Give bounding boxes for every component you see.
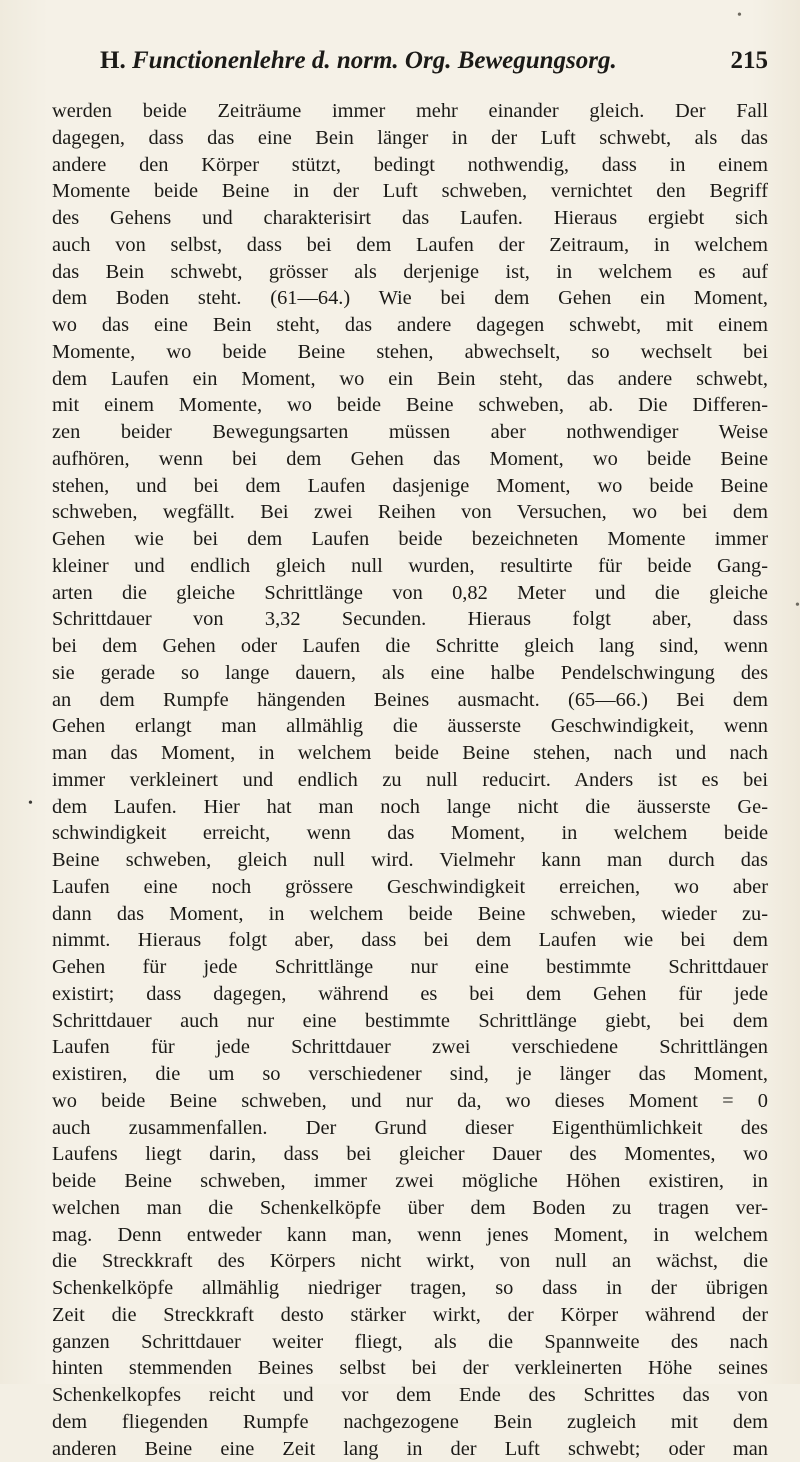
text-line: nimmt. Hieraus folgt aber, dass bei dem Laufen wie bei dem: [52, 927, 768, 954]
text-line: Schrittdauer auch nur eine bestimmte Schrittlänge giebt, bei dem: [52, 1008, 768, 1035]
text-line: man das Moment, in welchem beide Beine stehen, nach und nach: [52, 740, 768, 767]
text-line: das Bein schwebt, grösser als derjenige ist, in welchem es auf: [52, 259, 768, 286]
text-line: schwindigkeit erreicht, wenn das Moment, in welchem beide: [52, 820, 768, 847]
text-line: beide Beine schweben, immer zwei mögliche Höhen existiren, in: [52, 1168, 768, 1195]
text-line: Momente, wo beide Beine stehen, abwechselt, so wechselt bei: [52, 339, 768, 366]
margin-dot-mark: •: [795, 598, 800, 614]
text-line: Momente beide Beine in der Luft schweben, vernichtet den Begriff: [52, 178, 768, 205]
text-line: welchen man die Schenkelköpfe über dem Boden zu tragen ver-: [52, 1195, 768, 1222]
text-line: Zeit die Streckkraft desto stärker wirkt, der Körper während der: [52, 1302, 768, 1329]
text-line: dem Laufen ein Moment, wo ein Bein steht, das andere schwebt,: [52, 366, 768, 393]
text-line: ganzen Schrittdauer weiter fliegt, als die Spannweite des nach: [52, 1329, 768, 1356]
text-line: dann das Moment, in welchem beide Beine schweben, wieder zu-: [52, 901, 768, 928]
text-line: dem Boden steht. (61—64.) Wie bei dem Gehen ein Moment,: [52, 285, 768, 312]
text-line: hinten stemmenden Beines selbst bei der verkleinerten Höhe seines: [52, 1355, 768, 1382]
text-line: auch von selbst, dass bei dem Laufen der Zeitraum, in welchem: [52, 232, 768, 259]
text-line: dagegen, dass das eine Bein länger in der Luft schwebt, als das: [52, 125, 768, 152]
text-line: bei dem Gehen oder Laufen die Schritte gleich lang sind, wenn: [52, 633, 768, 660]
text-line: Beine schweben, gleich null wird. Vielmehr kann man durch das: [52, 847, 768, 874]
text-line: Gehen für jede Schrittlänge nur eine bestimmte Schrittdauer: [52, 954, 768, 981]
text-line: existirt; dass dagegen, während es bei dem Gehen für jede: [52, 981, 768, 1008]
text-line: dem fliegenden Rumpfe nachgezogene Bein zugleich mit dem: [52, 1409, 768, 1436]
text-line: auch zusammenfallen. Der Grund dieser Eigenthümlichkeit des: [52, 1115, 768, 1142]
body-text: [52, 98, 768, 1462]
margin-dot-mark: •: [737, 8, 742, 24]
text-line: stehen, und bei dem Laufen dasjenige Moment, wo beide Beine: [52, 473, 768, 500]
text-line: schweben, wegfällt. Bei zwei Reihen von Versuchen, wo bei dem: [52, 499, 768, 526]
text-line: Laufen für jede Schrittdauer zwei verschiedene Schrittlängen: [52, 1034, 768, 1061]
text-line: wo beide Beine schweben, und nur da, wo dieses Moment = 0: [52, 1088, 768, 1115]
page-number: 215: [731, 47, 769, 75]
text-line: werden beide Zeiträume immer mehr einander gleich. Der Fall: [52, 98, 768, 125]
text-line: Gehen erlangt man allmählig die äusserste Geschwindigkeit, wenn: [52, 713, 768, 740]
text-line: andere den Körper stützt, bedingt nothwendig, dass in einem: [52, 152, 768, 179]
text-line: Schrittdauer von 3,32 Secunden. Hieraus folgt aber, dass: [52, 606, 768, 633]
section-letter: H.: [100, 47, 126, 74]
text-line: Schenkelkopfes reicht und vor dem Ende des Schrittes das von: [52, 1382, 768, 1409]
text-line: an dem Rumpfe hängenden Beines ausmacht. (65—66.) Bei dem: [52, 687, 768, 714]
text-line: anderen Beine eine Zeit lang in der Luft schwebt; oder man: [52, 1436, 768, 1462]
text-line: mag. Denn entweder kann man, wenn jenes Moment, in welchem: [52, 1222, 768, 1249]
text-line: Schenkelköpfe allmählig niedriger tragen, so dass in der übrigen: [52, 1275, 768, 1302]
text-line: die Streckkraft des Körpers nicht wirkt, von null an wächst, die: [52, 1248, 768, 1275]
running-head: [100, 47, 768, 87]
text-line: dem Laufen. Hier hat man noch lange nicht die äusserste Ge-: [52, 794, 768, 821]
text-line: existiren, die um so verschiedener sind, je länger das Moment,: [52, 1061, 768, 1088]
text-line: sie gerade so lange dauern, als eine halbe Pendelschwingung des: [52, 660, 768, 687]
margin-dot-mark: •: [28, 796, 33, 812]
text-line: des Gehens und charakterisirt das Laufen. Hieraus ergiebt sich: [52, 205, 768, 232]
text-line: aufhören, wenn bei dem Gehen das Moment, wo beide Beine: [52, 446, 768, 473]
text-line: Laufen eine noch grössere Geschwindigkeit erreichen, wo aber: [52, 874, 768, 901]
running-title: Functionenlehre d. norm. Org. Bewegungsorg.: [132, 47, 617, 74]
text-line: Gehen wie bei dem Laufen beide bezeichneten Momente immer: [52, 526, 768, 553]
text-line: wo das eine Bein steht, das andere dagegen schwebt, mit einem: [52, 312, 768, 339]
running-head-title-group: [100, 47, 617, 75]
text-line: Laufens liegt darin, dass bei gleicher Dauer des Momentes, wo: [52, 1141, 768, 1168]
text-line: arten die gleiche Schrittlänge von 0,82 Meter und die gleiche: [52, 580, 768, 607]
text-line: kleiner und endlich gleich null wurden, resultirte für beide Gang-: [52, 553, 768, 580]
text-line: immer verkleinert und endlich zu null reducirt. Anders ist es bei: [52, 767, 768, 794]
text-line: mit einem Momente, wo beide Beine schweben, ab. Die Differen-: [52, 392, 768, 419]
text-line: zen beider Bewegungsarten müssen aber nothwendiger Weise: [52, 419, 768, 446]
